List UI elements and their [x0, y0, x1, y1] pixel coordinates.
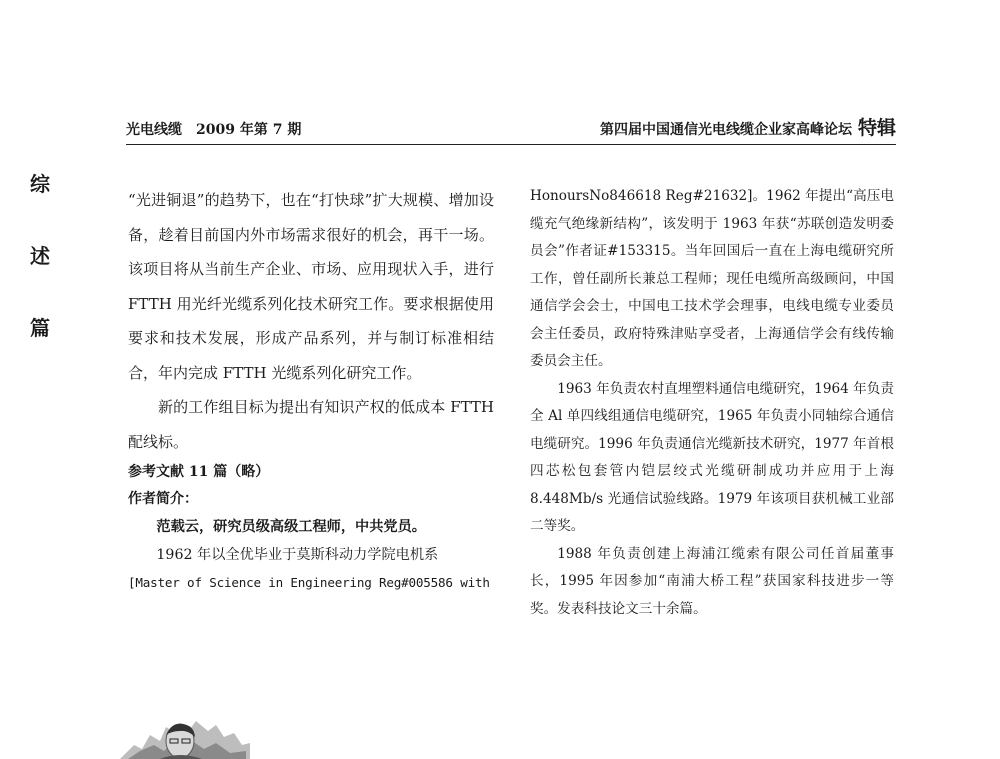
section-char-2: 述 — [30, 244, 50, 268]
author-bio-line: [Master of Science in Engineering Reg#005586 with — [128, 575, 490, 590]
body-paragraph: HonoursNo846618 Reg#21632]。1962 年提出“高压电缆充气绝缘新结构”，该发明于 1963 年获“苏联创造发明委员会”作者证#153315。当年回国后一直在上海电缆研究所工作，曾任副所长兼总工程师；现任电缆所高级顾问，中国通信学会会士，中国电工技术学会理事，电线电缆专业委员会主任委员，政府特殊津贴享受者，上海通信学会有线传输委员会主任。 — [530, 188, 894, 369]
body-paragraph: “光进铜退”的趋势下，也在“打快球”扩大规模、增加设备，趁着目前国内外市场需求很好的机会，再干一场。该项目将从当前生产企业、市场、应用现状入手，进行 FTTH 用光纤光缆系列化技术研究工作。要求根据使用要求和技术发展，形成产品系列，并与制订标准相结合，年内完成 FTTH 光缆系列化研究工作。 — [128, 191, 494, 382]
body-paragraph: 新的工作组目标为提出有知识产权的低成本 FTTH 配线标。 — [128, 398, 494, 451]
running-header — [126, 116, 896, 145]
author-bio-line: 1962 年以全优毕业于莫斯科动力学院电机系 — [156, 547, 439, 563]
forum-title — [600, 113, 896, 140]
author-heading: 作者简介： — [128, 491, 198, 507]
author-name-line: 范载云，研究员级高级工程师，中共党员。 — [156, 519, 426, 535]
left-column — [128, 183, 494, 597]
right-column — [530, 183, 894, 623]
journal-issue: 光电线缆 2009 年第 7 期 — [126, 122, 302, 138]
author-photo — [120, 705, 250, 759]
body-paragraph: 1988 年负责创建上海浦江缆索有限公司任首届董事长，1995 年因参加“南浦大桥工程”获国家科技进步一等奖。发表科技论文三十余篇。 — [530, 545, 894, 617]
section-label — [27, 168, 53, 384]
references-note: 参考文献 11 篇（略） — [128, 464, 270, 480]
body-paragraph: 1963 年负责农村直埋塑料通信电缆研究，1964 年负责全 Al 单四线组通信电缆研究，1965 年负责小同轴综合通信电缆研究。1996 年负责通信光缆新技术研究，1977 年首根四芯松包套管内铠层绞式光缆研制成功并应用于上海 8.448Mb/s 光通信试验线路。1979 年该项目获机械工业部二等奖。 — [530, 380, 894, 534]
section-char-3: 篇 — [30, 316, 50, 340]
special-label: 特辑 — [857, 117, 896, 139]
section-char-1: 综 — [30, 172, 50, 196]
forum-name: 第四届中国通信光电线缆企业家高峰论坛 — [599, 122, 852, 138]
